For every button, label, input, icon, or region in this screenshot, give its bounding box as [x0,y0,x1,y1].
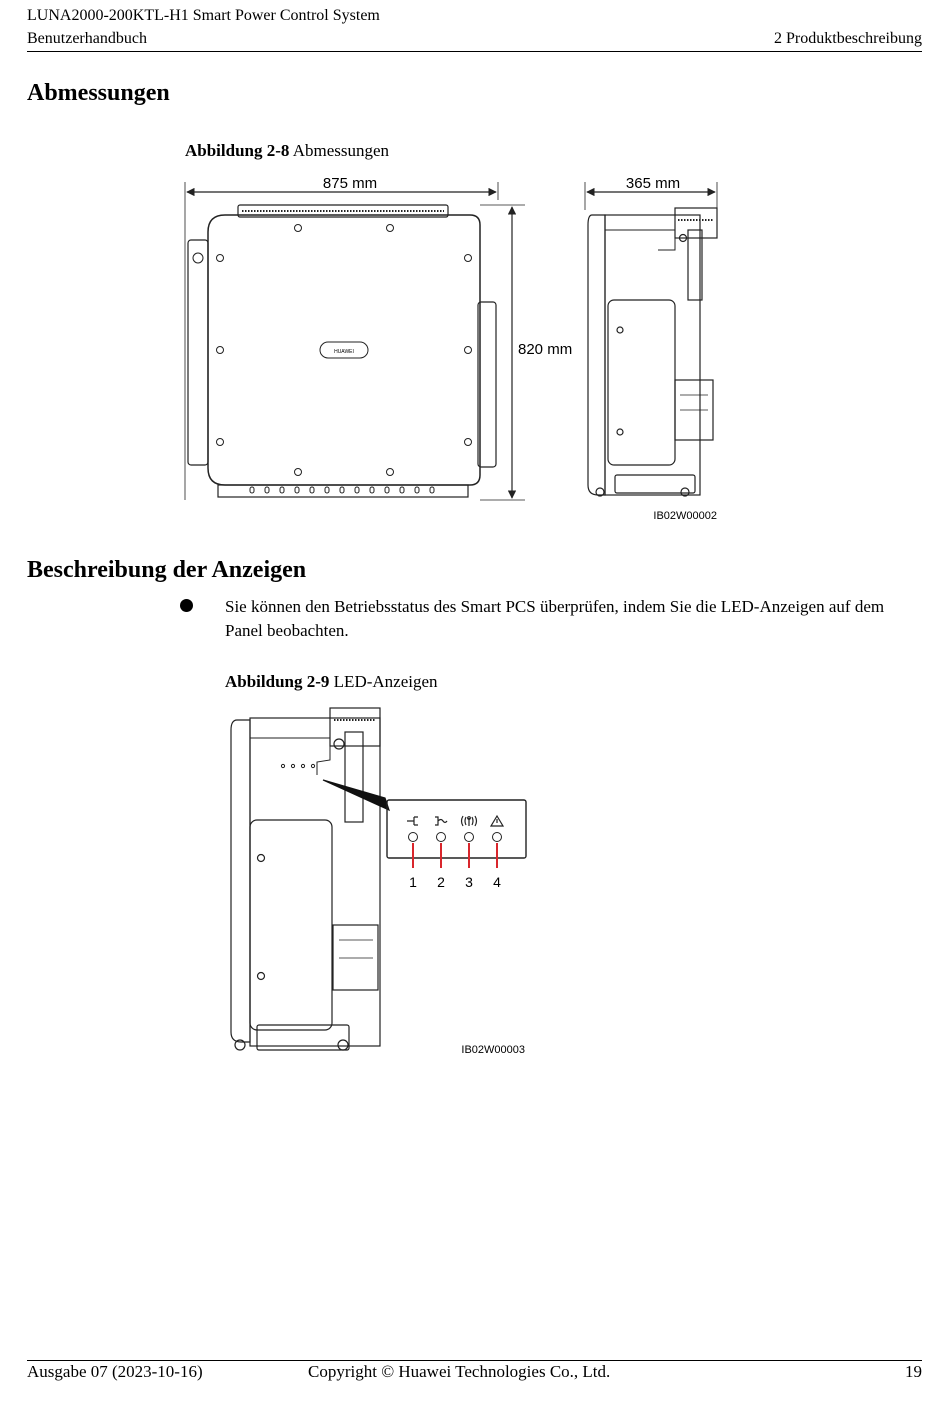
figure-caption-dimensions [185,141,389,161]
led-number-3: 3 [465,874,473,890]
bullet-icon [180,599,193,612]
figure-title: Abmessungen [292,141,390,160]
dimension-height-label: 820 mm [518,341,573,358]
footer-edition: Ausgabe 07 (2023-10-16) [27,1362,203,1381]
header-product-title: LUNA2000-200KTL-H1 Smart Power Control System [27,7,380,24]
led-number-4: 4 [493,874,501,890]
led-number-1: 1 [409,874,417,890]
dimensions-drawing [180,170,740,530]
section-heading-indicators: Beschreibung der Anzeigen [27,557,307,583]
led-number-2: 2 [437,874,445,890]
footer-page-number: 19 [905,1362,922,1381]
bullet-paragraph: Sie können den Betriebsstatus des Smart PCS überprüfen, indem Sie die LED-Anzeigen auf dem Panel beobachten. [225,597,885,640]
figure-title: LED-Anzeigen [333,672,438,691]
pv-connection-icon [407,817,418,825]
header-chapter: 2 Produktbeschreibung [774,30,922,47]
section-heading-dimensions: Abmessungen [27,80,170,106]
dimension-depth-label: 365 mm [625,175,681,192]
header-rule [27,51,922,52]
footer-rule [27,1360,922,1361]
communication-icon [462,816,477,826]
figure-caption-leds [225,672,438,692]
dimension-width-label: 875 mm [322,175,378,192]
figure-label: Abbildung 2-9 [225,672,330,691]
grid-connection-icon [435,817,447,825]
alarm-icon [491,816,503,826]
footer-copyright: Copyright © Huawei Technologies Co., Ltd. [308,1362,611,1381]
huawei-logo: HUAWEI [334,349,354,355]
figure-id-dimensions: IB02W00002 [653,510,717,522]
figure-label: Abbildung 2-8 [185,141,290,160]
led-indicators-drawing [225,700,535,1060]
header-doc-type: Benutzerhandbuch [27,30,147,47]
figure-id-leds: IB02W00003 [461,1044,525,1056]
